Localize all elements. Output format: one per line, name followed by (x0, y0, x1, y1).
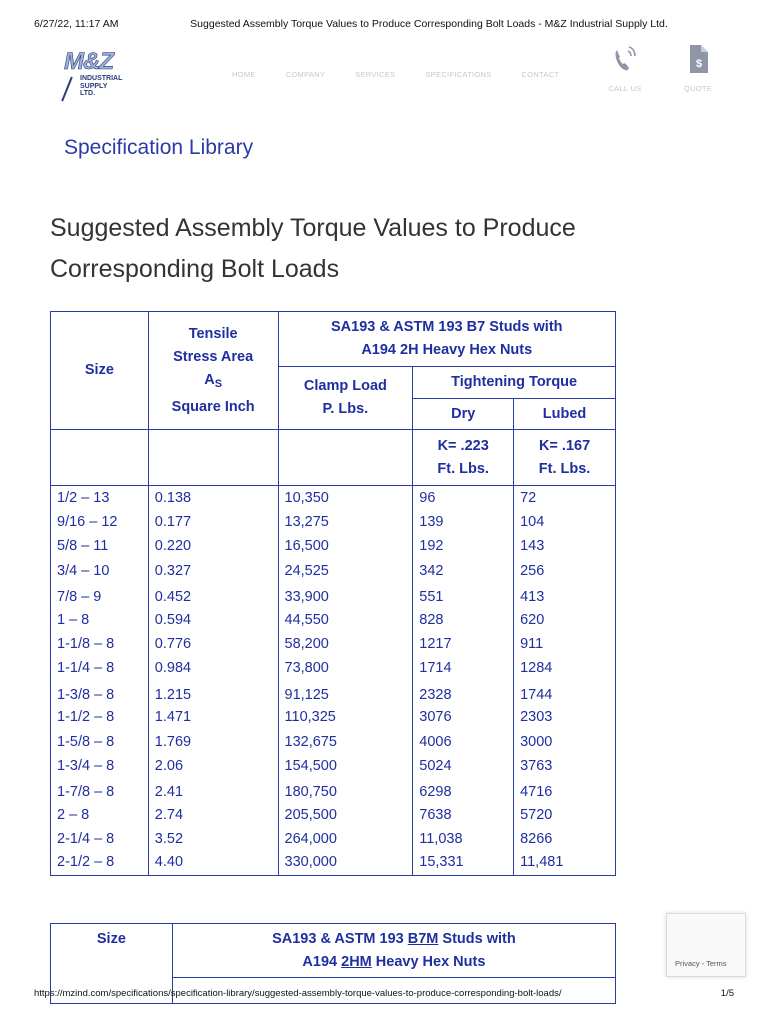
table-row (51, 827, 616, 851)
table-row (51, 851, 616, 875)
quote-button[interactable] (680, 44, 716, 93)
table-row (51, 681, 616, 705)
nav-contact[interactable]: CONTACT (521, 70, 560, 79)
page-title: Suggested Assembly Torque Values to Produce Corresponding Bolt Loads (50, 214, 576, 283)
cell-size: 2-1/4 – 8 (51, 827, 149, 851)
cell-clamp-load: 10,350 (278, 486, 413, 510)
col-header-k-dry: K= .223 Ft. Lbs. (413, 430, 514, 486)
cell-torque-dry: 1217 (413, 632, 514, 656)
cell-clamp-load: 132,675 (278, 729, 413, 753)
specification-library-link[interactable]: Specification Library (64, 136, 254, 159)
cell-size: 1-7/8 – 8 (51, 778, 149, 802)
cell-clamp-load: 110,325 (278, 705, 413, 729)
cell-stress-area: 2.41 (148, 778, 278, 802)
cell-size: 9/16 – 12 (51, 510, 149, 534)
phone-icon (611, 44, 639, 74)
cell-torque-dry: 6298 (413, 778, 514, 802)
cell-size: 1/2 – 13 (51, 486, 149, 510)
print-datetime: 6/27/22, 11:17 AM (34, 18, 119, 30)
cell-stress-area: 1.769 (148, 729, 278, 753)
table-row (51, 729, 616, 753)
cell-size: 7/8 – 9 (51, 583, 149, 607)
cell-torque-lubed: 143 (514, 534, 616, 558)
cell-torque-dry: 139 (413, 510, 514, 534)
cell-torque-dry: 7638 (413, 803, 514, 827)
col-header-k-lubed: K= .167 Ft. Lbs. (514, 430, 616, 486)
cell-torque-dry: 192 (413, 534, 514, 558)
table-row (51, 486, 616, 510)
svg-text:$: $ (695, 58, 703, 70)
cell-torque-dry: 551 (413, 583, 514, 607)
cell-clamp-load: 16,500 (278, 534, 413, 558)
cell-torque-lubed: 256 (514, 559, 616, 583)
nav-specifications[interactable]: SPECIFICATIONS (425, 70, 492, 79)
print-header (34, 18, 734, 32)
logo-text: INDUSTRIAL SUPPLY LTD. (80, 75, 123, 97)
cell-clamp-load: 330,000 (278, 851, 413, 875)
table-row (51, 778, 616, 802)
cell-size: 2-1/2 – 8 (51, 851, 149, 875)
cell-torque-lubed: 3763 (514, 754, 616, 778)
company-logo[interactable] (62, 48, 130, 104)
recaptcha-badge[interactable] (666, 913, 746, 977)
cell-stress-area: 0.984 (148, 656, 278, 680)
cell-clamp-load: 44,550 (278, 607, 413, 631)
cell-size: 1-1/8 – 8 (51, 632, 149, 656)
table-row (51, 583, 616, 607)
cell-stress-area: 0.177 (148, 510, 278, 534)
cell-stress-area: 0.776 (148, 632, 278, 656)
cell-stress-area: 0.220 (148, 534, 278, 558)
nav-company[interactable]: COMPANY (285, 70, 326, 79)
logo-mark: M&Z (64, 48, 113, 75)
cell-size: 3/4 – 10 (51, 559, 149, 583)
print-footer (34, 988, 734, 1002)
cell-torque-dry: 1714 (413, 656, 514, 680)
cell-stress-area: 3.52 (148, 827, 278, 851)
cell-size: 1-3/8 – 8 (51, 681, 149, 705)
table-row (51, 754, 616, 778)
quote-label: QUOTE (683, 84, 713, 93)
cell-clamp-load: 154,500 (278, 754, 413, 778)
cell-torque-lubed: 8266 (514, 827, 616, 851)
col-header-group-b7: SA193 & ASTM 193 B7 Studs with A194 2H Heavy Hex Nuts (278, 312, 615, 367)
cell-stress-area: 0.452 (148, 583, 278, 607)
table-row (51, 632, 616, 656)
col-header-group-b7m: SA193 & ASTM 193 B7M Studs with A194 2HM Heavy Hex Nuts (172, 924, 615, 1004)
table-row (51, 559, 616, 583)
col-header-tightening-torque: Tightening Torque (413, 367, 616, 399)
cell-size: 2 – 8 (51, 803, 149, 827)
cell-torque-dry: 4006 (413, 729, 514, 753)
call-us-button[interactable] (606, 44, 644, 93)
cell-size: 1-1/4 – 8 (51, 656, 149, 680)
cell-clamp-load: 33,900 (278, 583, 413, 607)
cell-torque-dry: 2328 (413, 681, 514, 705)
cell-torque-lubed: 4716 (514, 778, 616, 802)
table-row (51, 534, 616, 558)
cell-size: 1 – 8 (51, 607, 149, 631)
cell-clamp-load: 264,000 (278, 827, 413, 851)
cell-torque-lubed: 5720 (514, 803, 616, 827)
cell-stress-area: 2.74 (148, 803, 278, 827)
cell-torque-lubed: 3000 (514, 729, 616, 753)
col-header-lubed: Lubed (514, 399, 616, 430)
cell-torque-lubed: 2303 (514, 705, 616, 729)
cell-torque-lubed: 1284 (514, 656, 616, 680)
cell-clamp-load: 180,750 (278, 778, 413, 802)
cell-torque-dry: 3076 (413, 705, 514, 729)
col-header-size-b7m: Size (51, 924, 173, 1004)
cell-clamp-load: 91,125 (278, 681, 413, 705)
col-header-tensile-stress-area: Tensile Stress Area $A_S$ Square Inch (148, 312, 278, 430)
cell-torque-lubed: 72 (514, 486, 616, 510)
table-row (51, 656, 616, 680)
nav-services[interactable]: SERVICES (355, 70, 396, 79)
cell-stress-area: 0.594 (148, 607, 278, 631)
logo-slash (61, 77, 72, 102)
table-row (51, 607, 616, 631)
cell-torque-dry: 11,038 (413, 827, 514, 851)
cell-torque-dry: 96 (413, 486, 514, 510)
cell-torque-lubed: 11,481 (514, 851, 616, 875)
cell-clamp-load: 205,500 (278, 803, 413, 827)
print-url: https://mzind.com/specifications/specification-library/suggested-assembly-torque-values-to-produce-corresponding-bolt-loads/ (34, 988, 562, 999)
cell-size: 1-5/8 – 8 (51, 729, 149, 753)
cell-torque-dry: 828 (413, 607, 514, 631)
cell-clamp-load: 13,275 (278, 510, 413, 534)
table-row (51, 705, 616, 729)
col-header-size: Size (51, 312, 149, 430)
cell-torque-lubed: 911 (514, 632, 616, 656)
call-us-label: CALL US (608, 84, 642, 93)
cell-torque-lubed: 104 (514, 510, 616, 534)
cell-stress-area: 0.327 (148, 559, 278, 583)
cell-clamp-load: 24,525 (278, 559, 413, 583)
cell-torque-lubed: 413 (514, 583, 616, 607)
cell-clamp-load: 58,200 (278, 632, 413, 656)
cell-size: 5/8 – 11 (51, 534, 149, 558)
main-nav (232, 70, 589, 79)
recaptcha-terms[interactable]: Privacy - Terms (675, 959, 727, 968)
cell-size: 1-1/2 – 8 (51, 705, 149, 729)
print-document-title: Suggested Assembly Torque Values to Produce Corresponding Bolt Loads - M&Z Industrial Supply Ltd. (190, 18, 668, 30)
cell-stress-area: 1.471 (148, 705, 278, 729)
cell-torque-dry: 342 (413, 559, 514, 583)
cell-stress-area: 0.138 (148, 486, 278, 510)
table-row (51, 803, 616, 827)
col-header-clamp-load: Clamp Load P. Lbs. (278, 367, 413, 430)
cell-torque-lubed: 1744 (514, 681, 616, 705)
col-header-dry: Dry (413, 399, 514, 430)
cell-stress-area: 4.40 (148, 851, 278, 875)
cell-size: 1-3/4 – 8 (51, 754, 149, 778)
cell-stress-area: 1.215 (148, 681, 278, 705)
cell-torque-lubed: 620 (514, 607, 616, 631)
cell-stress-area: 2.06 (148, 754, 278, 778)
torque-table-b7 (50, 311, 616, 876)
quote-document-icon (685, 44, 711, 74)
print-page-number: 1/5 (720, 988, 734, 999)
table-row (51, 510, 616, 534)
torque-table-b7-body (51, 486, 616, 876)
cell-torque-dry: 15,331 (413, 851, 514, 875)
cell-torque-dry: 5024 (413, 754, 514, 778)
nav-home[interactable]: HOME (232, 70, 256, 79)
cell-clamp-load: 73,800 (278, 656, 413, 680)
